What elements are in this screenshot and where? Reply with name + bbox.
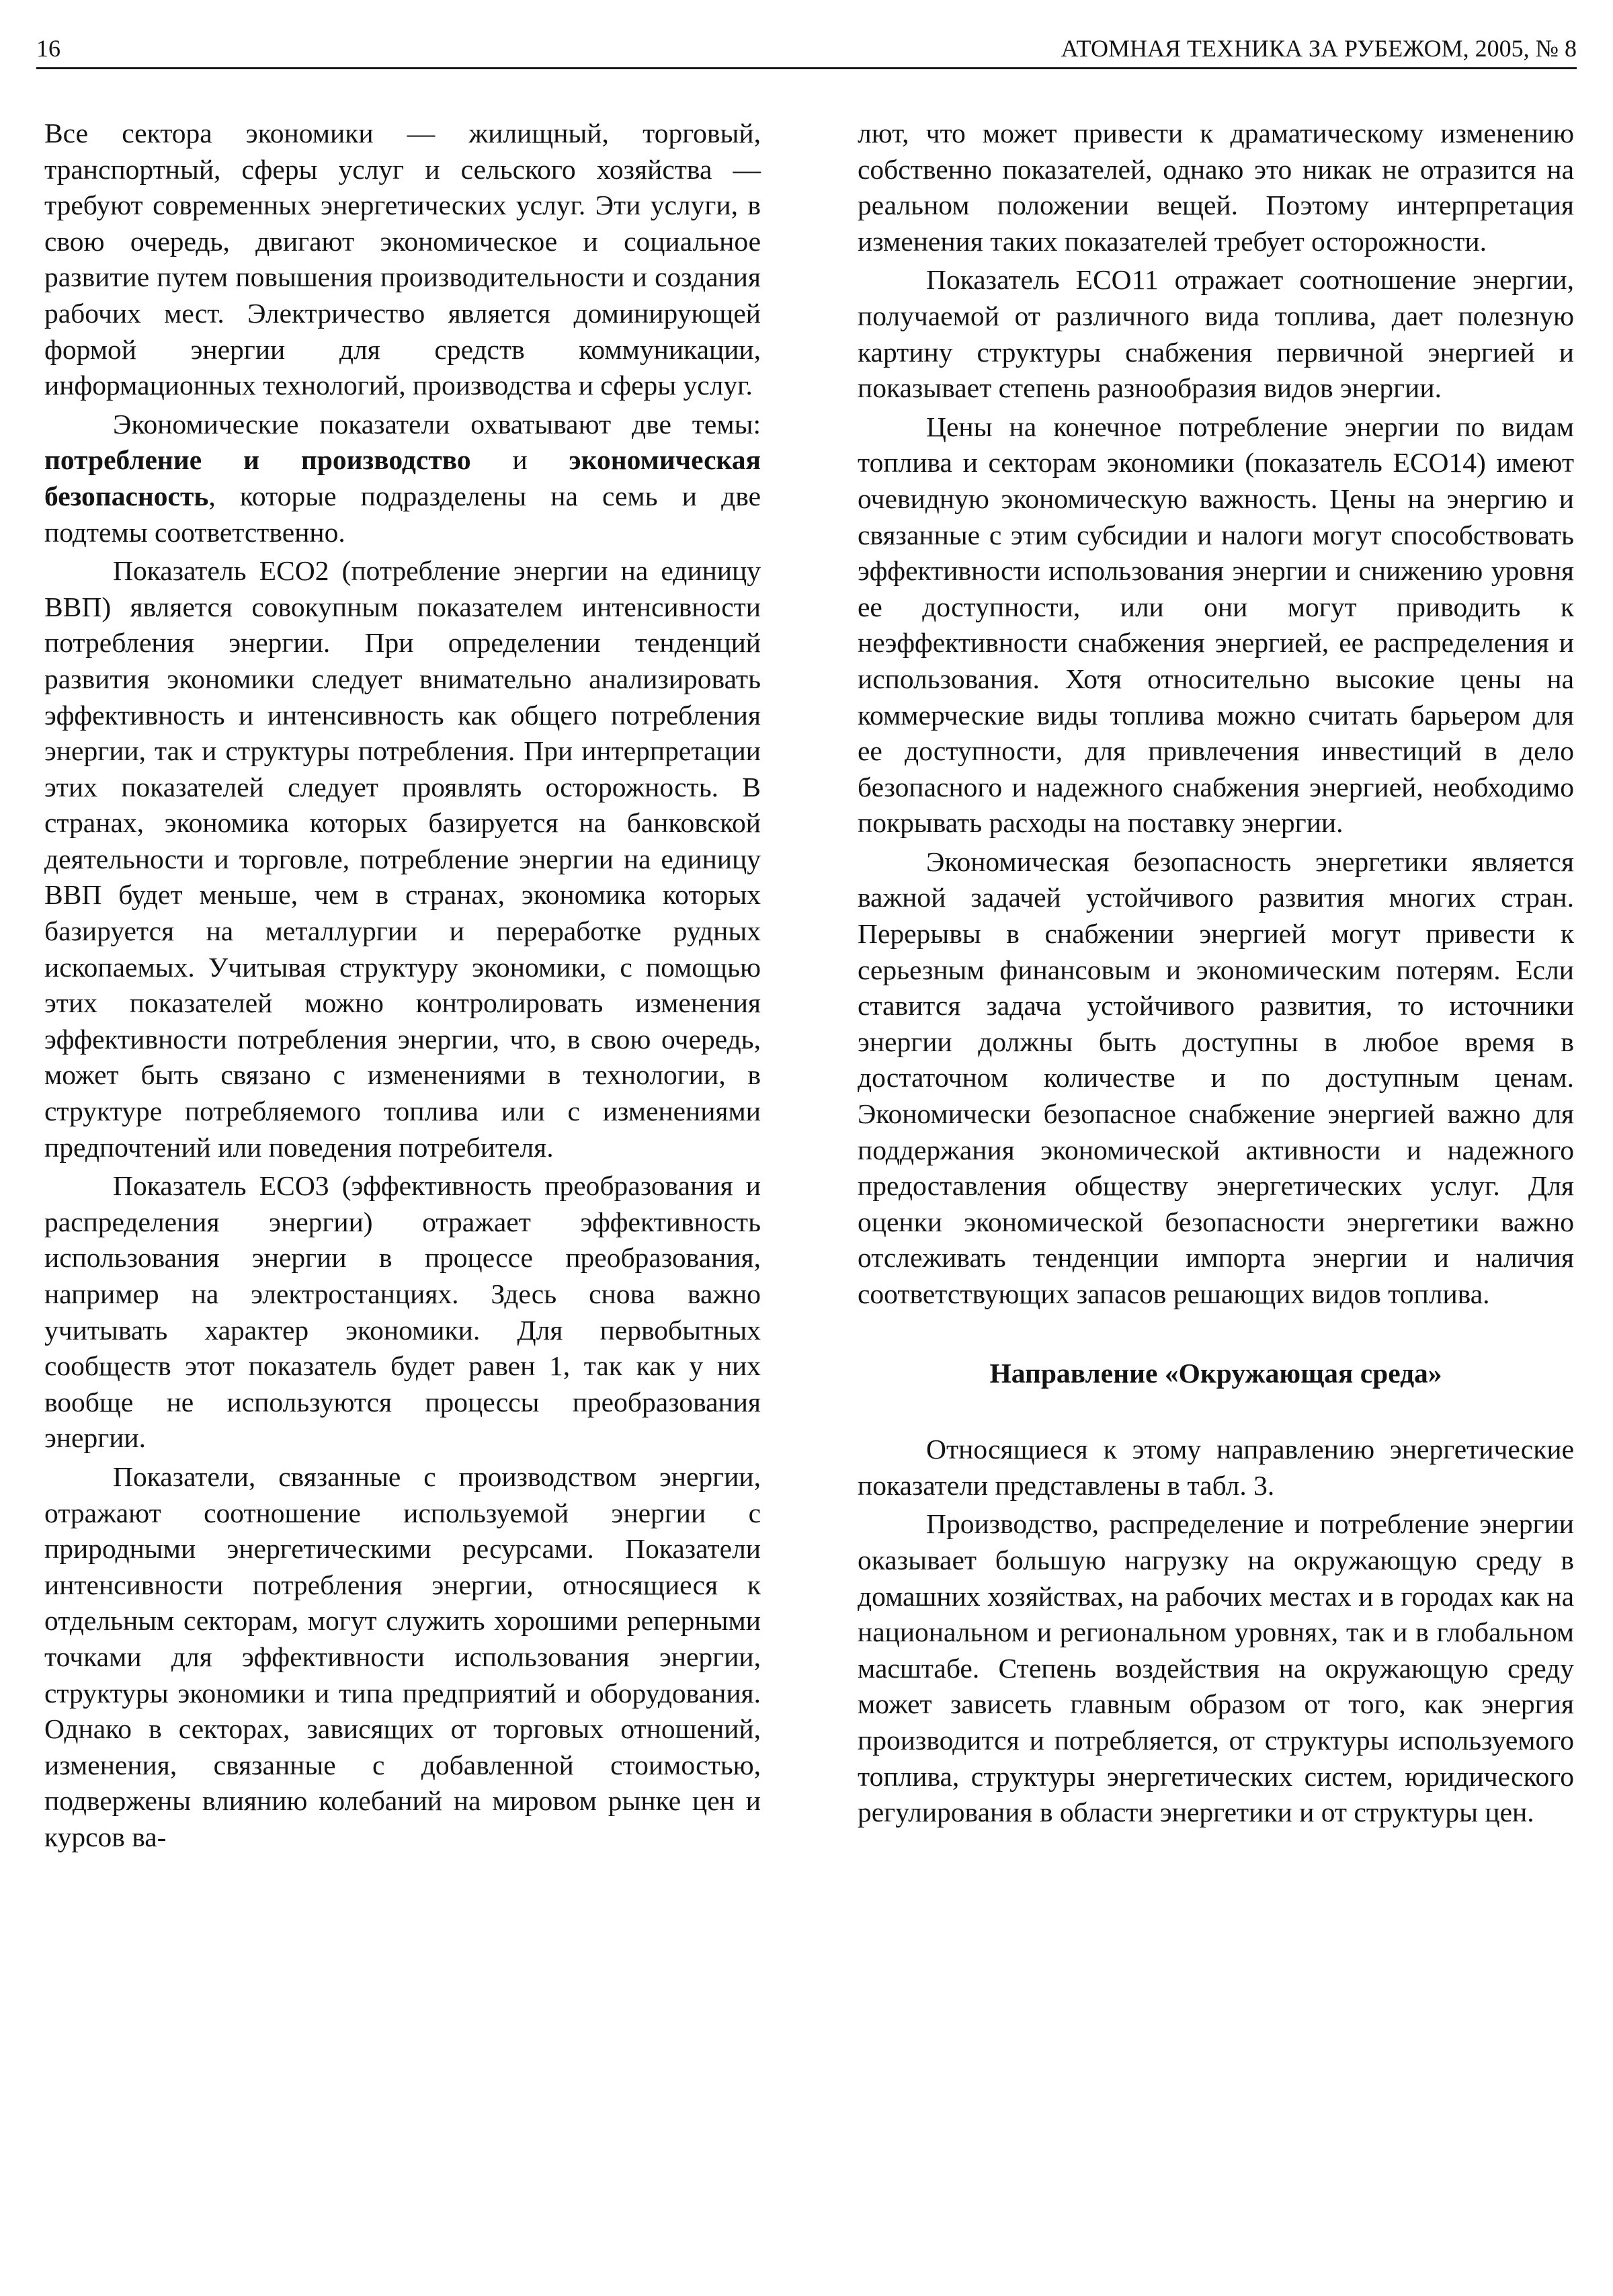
page-number: 16 bbox=[36, 35, 60, 62]
paragraph: Показатель ECO11 отражает соотношение энергии, получаемой от различного вида топлива, дает полезную картину структуры снабжения первичной энергией и показывает степень разнообразия видов энергии. bbox=[858, 264, 1574, 404]
paragraph: Относящиеся к этому направлению энергетические показатели представлены в табл. 3. bbox=[858, 1434, 1574, 1501]
journal-title: АТОМНАЯ ТЕХНИКА ЗА РУБЕЖОМ, 2005, № 8 bbox=[1061, 35, 1577, 62]
paragraph: Все сектора экономики — жилищный, торговый, транспортный, сферы услуг и сельского хозяйства — требуют современных энергетических услуг. Эти услуги, в свою очередь, двигают экономическое и социальное развитие путем повышения производительности и создания рабочих мест. Электричество является доминирующей формой энергии для средств коммуникации, информационных технологий, производства и сферы услуг. bbox=[44, 118, 761, 401]
paragraph: Экономическая безопасность энергетики является важной задачей устойчивого развития многих стран. Перерывы в снабжении энергией могут привести к серьезным финансовым и экономическим потерям. Если ставится задача устойчивого развития, то источники энергии должны быть доступны в любое время в достаточном количестве и по доступным ценам. Экономически безопасное снабжение энергией важно для поддержания экономической активности и надежного предоставления обществу энергетических услуг. Для оценки экономической безопасности энергетики важно отслеживать тенденции импорта энергии и наличия соответствующих запасов решающих видов топлива. bbox=[858, 846, 1574, 1309]
text-run: Экономические показатели охватывают две темы: bbox=[113, 408, 761, 440]
text-run: и bbox=[470, 444, 569, 476]
right-column bbox=[858, 116, 1574, 1834]
paragraph: лют, что может привести к драматическому изменению собственно показателей, однако это никак не отразится на реальном положении вещей. Поэтому интерпретация изменения таких показателей требует осторожности. bbox=[858, 118, 1574, 257]
bold-term: экономическая безопасность bbox=[44, 444, 761, 511]
section-heading: Направление «Окружающая среда» bbox=[989, 1357, 1442, 1389]
paragraph: Производство, распределение и потребление энергии оказывает большую нагрузку на окружающую среду в домашних хозяйствах, на рабочих местах и в городах как на национальном и региональном уровнях, так и в глобальном масштабе. Степень воздействия на окружающую среду может зависеть главным образом от того, как энергия производится и потребляется, от структуры используемого топлива, структуры энергетических систем, юридического регулирования в области энергетики и от структуры цен. bbox=[858, 1508, 1574, 1828]
bold-term: потребление и производство bbox=[44, 444, 471, 476]
running-header bbox=[36, 23, 1577, 69]
paragraph: Показатели, связанные с производством энергии, отражают соотношение используемой энергии с природными энергетическими ресурсами. Показатели интенсивности потребления энергии, относящиеся к отдельным секторам, могут служить хорошими реперными точками для эффективности использования энергии, структуры экономики и типа предприятий и оборудования. Однако в секторах, зависящих от торговых отношений, изменения, связанные с добавленной стоимостью, подвержены влиянию колебаний на мировом рынке цен и курсов ва- bbox=[44, 1461, 761, 1852]
paragraph: Показатель ECO2 (потребление энергии на единицу ВВП) является совокупным показателем интенсивности потребления энергии. При определении тенденций развития экономики следует внимательно анализировать эффективность и интенсивность как общего потребления энергии, так и структуры потребления. При интерпретации этих показателей следует проявлять осторожность. В странах, экономика которых базируется на банковской деятельности и торговле, потребление энергии на единицу ВВП будет меньше, чем в странах, экономика которых базируется на металлургии и переработке рудных ископаемых. Учитывая структуру экономики, с помощью этих показателей можно контролировать изменения эффективности потребления энергии, что, в свою очередь, может быть связано с изменениями в технологии, в структуре потребляемого топлива или с изменениями предпочтений или поведения потребителя. bbox=[44, 555, 761, 1163]
text-run: , которые подразделены на семь и две подтемы соответственно. bbox=[44, 480, 761, 548]
paragraph bbox=[44, 407, 761, 550]
paragraph: Показатель ECO3 (эффективность преобразования и распределения энергии) отражает эффективность использования энергии в процессе преобразования, например на электростанциях. Здесь снова важно учитывать характер экономики. Для первобытных сообществ этот показатель будет равен 1, так как у них вообще не используются процессы преобразования энергии. bbox=[44, 1170, 761, 1454]
paragraph: Цены на конечное потребление энергии по видам топлива и секторам экономики (показатель ECO14) имеют очевидную экономическую важность. Цены на энергию и связанные с этим субсидии и налоги могут способствовать эффективности использования энергии и снижению уровня ее доступности, или они могут приводить к неэффективности снабжения энергией, ее распределения и использования. Хотя относительно высокие цены на коммерческие виды топлива можно считать барьером для ее доступности, для привлечения инвестиций в дело безопасного и надежного снабжения энергией, необходимо покрывать расходы на поставку энергии. bbox=[858, 411, 1574, 839]
left-column bbox=[44, 116, 761, 1858]
